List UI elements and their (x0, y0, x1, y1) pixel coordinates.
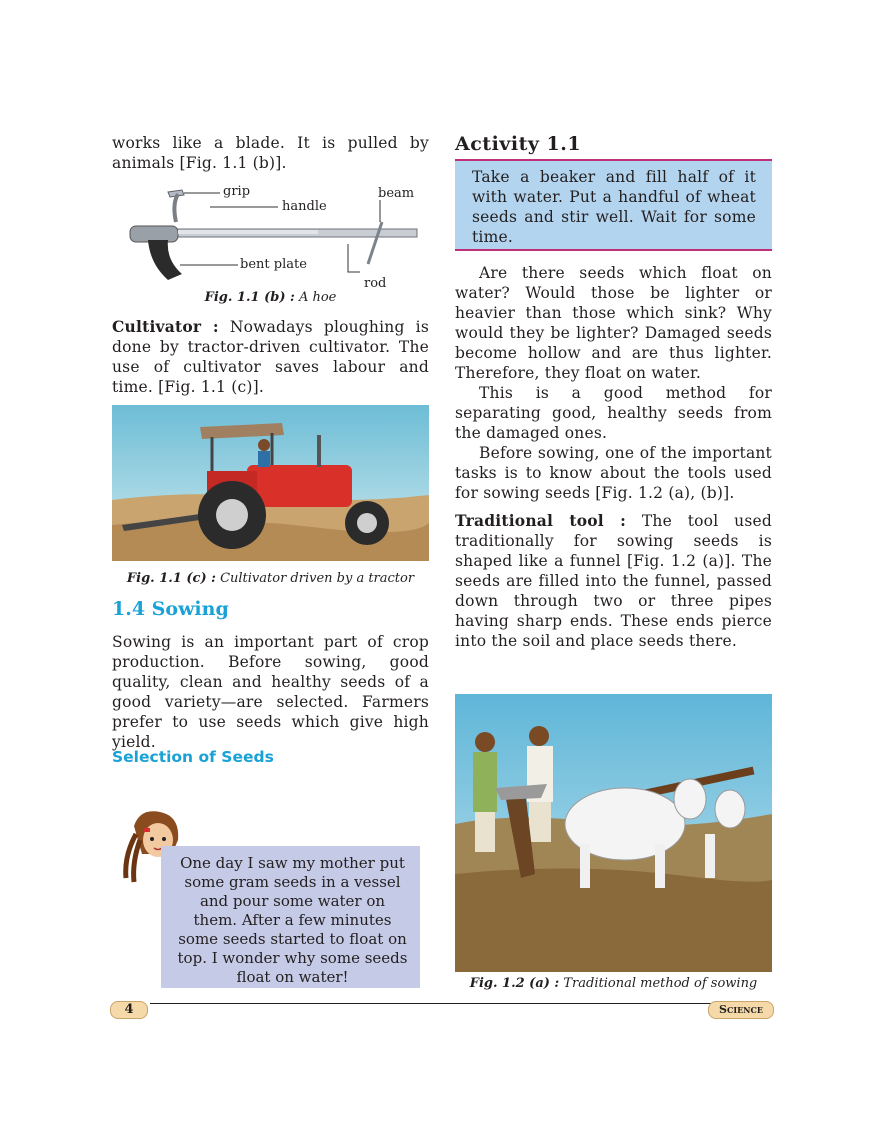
activity-box (455, 159, 772, 251)
hoe-caption (112, 290, 429, 305)
float-paragraph: Are there seeds which float on water? Would those be lighter or heavier than those which sink? Why would they be lighter? Damaged seeds become hollow and are thus lighter. Therefore, they float on water. (455, 264, 772, 382)
page-number: 4 (110, 1001, 148, 1019)
cultivator-paragraph (112, 317, 429, 397)
hoe-label-grip: grip (223, 184, 251, 199)
section-heading: 1.4 Sowing (112, 598, 229, 620)
cultivator-term: Cultivator : (112, 317, 219, 336)
activity-title: Activity 1.1 (455, 133, 582, 155)
intro-paragraph: works like a blade. It is pulled by animals [Fig. 1.1 (b)]. (112, 134, 429, 172)
subheading: Selection of Seeds (112, 748, 274, 766)
subject-tab: Science (708, 1001, 774, 1019)
sowing-caption (455, 976, 772, 991)
hoe-label-handle: handle (282, 199, 327, 214)
tractor-illustration (112, 405, 429, 561)
sowing-illustration (455, 694, 772, 972)
speech-box (161, 846, 420, 988)
sowing-caption-number: Fig. 1.2 (a) : (469, 976, 560, 991)
activity-text: Take a beaker and fill half of it with water. Put a handful of wheat seeds and stir well. Wait for some time. (472, 168, 756, 246)
traditional-tool-text: The tool used traditionally for sowing seeds is shaped like a funnel [Fig. 1.2 (a)]. The seeds are filled into the funnel, passed down through two or three pipes having sharp ends. These ends pierce into the soil and place seeds there. (455, 512, 772, 650)
hoe-caption-number: Fig. 1.1 (b) : (204, 290, 295, 305)
hoe-label-rod: rod (364, 276, 387, 291)
sowing-caption-text: Traditional method of sowing (563, 976, 758, 991)
traditional-tool-term: Traditional tool : (455, 511, 627, 530)
tractor-caption (112, 571, 429, 586)
method-paragraph: This is a good method for separating good, healthy seeds from the damaged ones. (455, 384, 772, 442)
hoe-caption-text: A hoe (298, 290, 337, 305)
sowing-paragraph: Sowing is an important part of crop production. Before sowing, good quality, clean and healthy seeds of a good variety—are selected. Farmers prefer to use seeds which give high yield. (112, 633, 429, 751)
speech-text: One day I saw my mother put some gram seeds in a vessel and pour some water on them. After a few minutes some seeds started to float on top. I wonder why some seeds float on water! (177, 854, 408, 986)
cultivator-text: Nowadays ploughing is done by tractor-driven cultivator. The use of cultivator saves labour and time. [Fig. 1.1 (c)]. (112, 318, 429, 396)
tractor-caption-text: Cultivator driven by a tractor (220, 571, 415, 586)
hoe-label-bent-plate: bent plate (240, 257, 307, 272)
traditional-tool-paragraph (455, 511, 772, 651)
hoe-label-beam: beam (378, 186, 415, 201)
tools-paragraph: Before sowing, one of the important tasks is to know about the tools used for sowing seeds [Fig. 1.2 (a), (b)]. (455, 444, 772, 502)
hoe-figure (120, 182, 430, 292)
footer-rule (150, 1003, 720, 1004)
tractor-caption-number: Fig. 1.1 (c) : (126, 571, 216, 586)
